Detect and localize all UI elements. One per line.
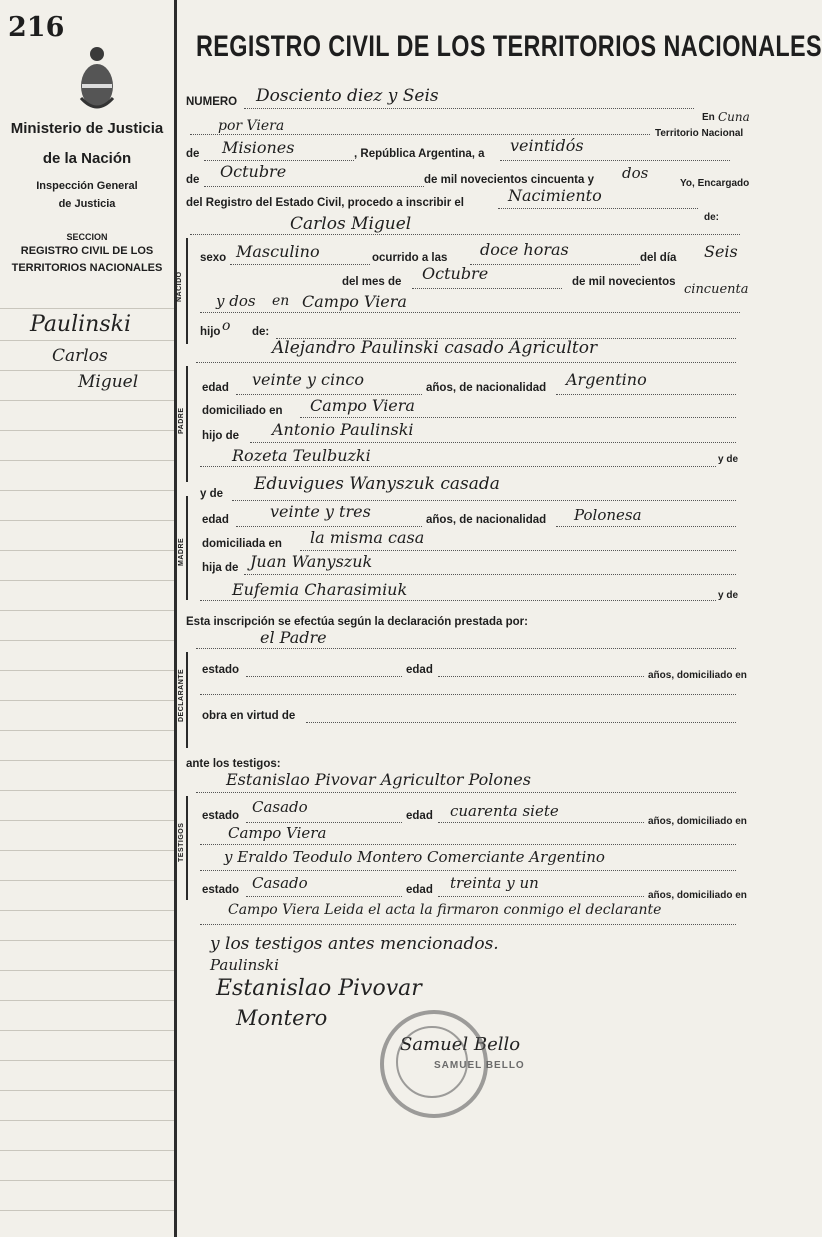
official-seal-inner-icon — [396, 1026, 468, 1098]
hijo-label: hijo — [200, 326, 221, 338]
dotted-line — [246, 896, 402, 897]
margin-rule — [0, 1120, 174, 1121]
dotted-line — [500, 160, 730, 161]
paternal-grandmother-value: Rozeta Teulbuzki — [232, 446, 371, 465]
de3-label: de: — [252, 326, 270, 338]
de-mil-label: de mil novecientos cincuenta y — [424, 174, 594, 186]
dotted-line — [196, 648, 736, 649]
margin-rule — [0, 1090, 174, 1091]
domiciliado-label: domiciliado en — [202, 405, 283, 417]
margin-rule — [0, 1210, 174, 1211]
section-label: SECCION — [66, 232, 108, 242]
margin-given-name2: Miguel — [78, 372, 139, 392]
margin-rule — [0, 910, 174, 911]
registry-line2: TERRITORIOS NACIONALES — [11, 262, 163, 274]
anios-dom3-label: años, domiciliado en — [648, 890, 747, 901]
dotted-line — [200, 870, 736, 871]
dotted-line — [498, 208, 698, 209]
birth-year-value: cincuenta — [684, 282, 749, 297]
document-title: REGISTRO CIVIL DE LOS TERRITORIOS NACIONALES — [196, 30, 822, 63]
birth-year-value2: y dos — [216, 292, 256, 310]
ministry-line1: Ministerio de Justicia — [10, 120, 164, 137]
dotted-line — [556, 394, 736, 395]
margin-rule — [0, 580, 174, 581]
signature-witness2: Montero — [236, 1006, 328, 1030]
margin-rule — [0, 700, 174, 701]
margin-rule — [0, 400, 174, 401]
coat-of-arms-icon — [78, 46, 116, 114]
yo-encargado-label: Yo, Encargado — [680, 178, 750, 189]
dotted-line — [200, 844, 736, 845]
dotted-line — [244, 108, 694, 109]
inscripcion-label: Esta inscripción se efectúa según la declaración prestada por: — [186, 616, 528, 628]
dotted-line — [200, 466, 716, 467]
edad3-label: edad — [406, 810, 433, 822]
paternal-grandfather-value: Antonio Paulinski — [272, 420, 414, 439]
margin-rule — [0, 970, 174, 971]
dotted-line — [412, 288, 562, 289]
y-de2-label: y de — [200, 488, 224, 500]
dotted-line — [250, 442, 736, 443]
dotted-line — [236, 526, 422, 527]
anios-dom2-label: años, domiciliado en — [648, 816, 747, 827]
margin-given-name1: Carlos — [52, 346, 108, 366]
dotted-line — [306, 722, 736, 723]
hija-de-label: hija de — [202, 562, 239, 574]
dotted-line — [200, 924, 736, 925]
margin-rule — [0, 1150, 174, 1151]
estado-label: estado — [202, 664, 240, 676]
margin-rule — [0, 370, 174, 371]
margin-rule — [0, 1030, 174, 1031]
republica-label: , República Argentina, a — [354, 148, 485, 160]
inscription-type-value: Nacimiento — [508, 186, 602, 205]
mother-value: Eduvigues Wanyszuk casada — [254, 474, 500, 494]
registry-line1: REGISTRO CIVIL DE LOS — [20, 245, 154, 257]
margin-rule — [0, 880, 174, 881]
dotted-line — [204, 160, 354, 161]
child-name-value: Carlos Miguel — [290, 214, 412, 234]
y-de3-label: y de — [718, 590, 739, 601]
margin-rule — [0, 1000, 174, 1001]
hijo-suffix-value: o — [222, 318, 231, 334]
sex-value: Masculino — [236, 242, 320, 261]
de-label: de — [186, 148, 200, 160]
margin-rule — [0, 790, 174, 791]
section-bar — [186, 652, 188, 748]
territorio-label: Territorio Nacional — [655, 128, 744, 139]
sexo-label: sexo — [200, 252, 227, 264]
margin-rule — [0, 670, 174, 671]
dotted-line — [200, 312, 740, 313]
margin-rule — [0, 610, 174, 611]
ante-testigos-label: ante los testigos: — [186, 758, 281, 770]
father-nationality-value: Argentino — [566, 370, 647, 389]
date-day-value: veintidós — [510, 136, 584, 155]
dotted-line — [190, 134, 650, 135]
margin-rule — [0, 520, 174, 521]
dotted-line — [246, 822, 402, 823]
section-bar — [186, 238, 188, 344]
margin-divider — [174, 0, 177, 1237]
dotted-line — [438, 896, 644, 897]
left-margin — [0, 0, 174, 1237]
witness2-address-value: Campo Viera Leida el acta la firmaron conmigo el declarante — [228, 902, 662, 918]
dotted-line — [190, 234, 740, 235]
signature-registrar: Samuel Bello — [400, 1034, 521, 1055]
witness2-age-value: treinta y un — [450, 874, 539, 892]
dotted-line — [244, 574, 736, 575]
domiciliada-label: domiciliada en — [202, 538, 282, 550]
section-label-testigos: TESTIGOS — [178, 822, 185, 862]
margin-rule — [0, 460, 174, 461]
section-label-declarante: DECLARANTE — [178, 668, 185, 722]
witness1-age-value: cuarenta siete — [450, 802, 559, 820]
territorio-value: Misiones — [222, 138, 295, 157]
dotted-line — [204, 186, 424, 187]
section-label-padre: PADRE — [178, 407, 185, 434]
witness1-address-value: Campo Viera — [228, 824, 327, 842]
margin-surname: Paulinski — [30, 312, 131, 337]
dotted-line — [438, 822, 644, 823]
section-bar — [186, 366, 188, 482]
del-mes-label: del mes de — [342, 276, 402, 288]
margin-rule — [0, 1060, 174, 1061]
dotted-line — [232, 500, 736, 501]
margin-rule — [0, 730, 174, 731]
margin-rule — [0, 550, 174, 551]
dotted-line — [246, 676, 402, 677]
dotted-line — [438, 676, 644, 677]
del-registro-label: del Registro del Estado Civil, procedo a inscribir el — [186, 197, 464, 209]
dotted-line — [196, 362, 736, 363]
witness1-status-value: Casado — [252, 798, 308, 816]
declarant-value: el Padre — [260, 628, 327, 647]
en-value: Cuna — [718, 110, 750, 124]
page-number: 216 — [8, 12, 65, 43]
numero-value: Dosciento diez y Seis — [256, 86, 439, 106]
estado3-label: estado — [202, 884, 240, 896]
ministry-line2: de la Nación — [42, 150, 132, 167]
dotted-line — [556, 526, 736, 527]
y-de-label: y de — [718, 454, 739, 465]
margin-rule — [0, 850, 174, 851]
edad-label3: edad — [406, 664, 433, 676]
mother-address-value: la misma casa — [310, 528, 425, 547]
anios-nac-label: años, de nacionalidad — [426, 382, 547, 394]
witness1-value: Estanislao Pivovar Agricultor Polones — [226, 770, 531, 789]
margin-rule — [0, 820, 174, 821]
margin-rule — [0, 340, 174, 341]
section-label-madre: MADRE — [178, 537, 185, 566]
witness2-value: y Eraldo Teodulo Montero Comerciante Argentino — [224, 848, 605, 866]
estado2-label: estado — [202, 810, 240, 822]
obra-label: obra en virtud de — [202, 710, 296, 722]
numero-label: NUMERO — [186, 96, 238, 108]
mother-age-value: veinte y tres — [270, 502, 371, 521]
birth-month-value: Octubre — [422, 264, 489, 283]
inspection-line1: Inspección General — [36, 180, 138, 192]
de-label: de — [186, 174, 200, 186]
del-dia-label: del día — [640, 252, 677, 264]
inspection-line2: de Justicia — [58, 198, 116, 210]
maternal-grandmother-value: Eufemia Charasimiuk — [232, 580, 408, 599]
section-label-nacido: NACIDO — [176, 271, 183, 302]
signature-witness1: Estanislao Pivovar — [216, 976, 422, 1001]
birth-place-value: Campo Viera — [302, 292, 407, 311]
dotted-line — [230, 264, 370, 265]
dotted-line — [200, 600, 716, 601]
section-bar — [186, 796, 188, 900]
margin-rule — [0, 940, 174, 941]
edad-label2: edad — [202, 514, 229, 526]
de-label2: de: — [704, 212, 719, 223]
dotted-line — [236, 394, 422, 395]
margin-rule — [0, 640, 174, 641]
margin-rule — [0, 430, 174, 431]
year-value: dos — [622, 164, 649, 182]
signature-father: Paulinski — [210, 956, 279, 974]
edad4-label: edad — [406, 884, 433, 896]
margin-rule — [0, 490, 174, 491]
dotted-line — [196, 792, 736, 793]
mother-nationality-value: Polonesa — [574, 506, 642, 524]
edad-label: edad — [202, 382, 229, 394]
margin-rule — [0, 760, 174, 761]
en-label2: en — [272, 293, 290, 309]
registrar-stamp-name: SAMUEL BELLO — [434, 1060, 525, 1071]
margin-rule — [0, 1180, 174, 1181]
father-address-value: Campo Viera — [310, 396, 415, 415]
place-value: por Viera — [218, 118, 285, 134]
maternal-grandfather-value: Juan Wanyszuk — [250, 552, 373, 571]
dotted-line — [300, 550, 736, 551]
witness2-status-value: Casado — [252, 874, 308, 892]
dotted-line — [200, 694, 736, 695]
dotted-line — [300, 417, 736, 418]
de-mil2-label: de mil novecientos — [572, 276, 676, 288]
anios-nac2-label: años, de nacionalidad — [426, 514, 547, 526]
en-label: En — [702, 112, 715, 123]
father-age-value: veinte y cinco — [252, 370, 365, 389]
anios-dom-label: años, domiciliado en — [648, 670, 747, 681]
margin-rule — [0, 308, 174, 309]
closing-text: y los testigos antes mencionados. — [210, 934, 499, 954]
day-value: Seis — [704, 242, 738, 261]
dotted-line — [470, 264, 640, 265]
hijo-de-label: hijo de — [202, 430, 240, 442]
father-value: Alejandro Paulinski casado Agricultor — [272, 338, 598, 358]
month-value: Octubre — [220, 162, 287, 181]
hour-value: doce horas — [480, 240, 569, 259]
section-bar — [186, 496, 188, 600]
ocurrido-label: ocurrido a las — [372, 252, 448, 264]
